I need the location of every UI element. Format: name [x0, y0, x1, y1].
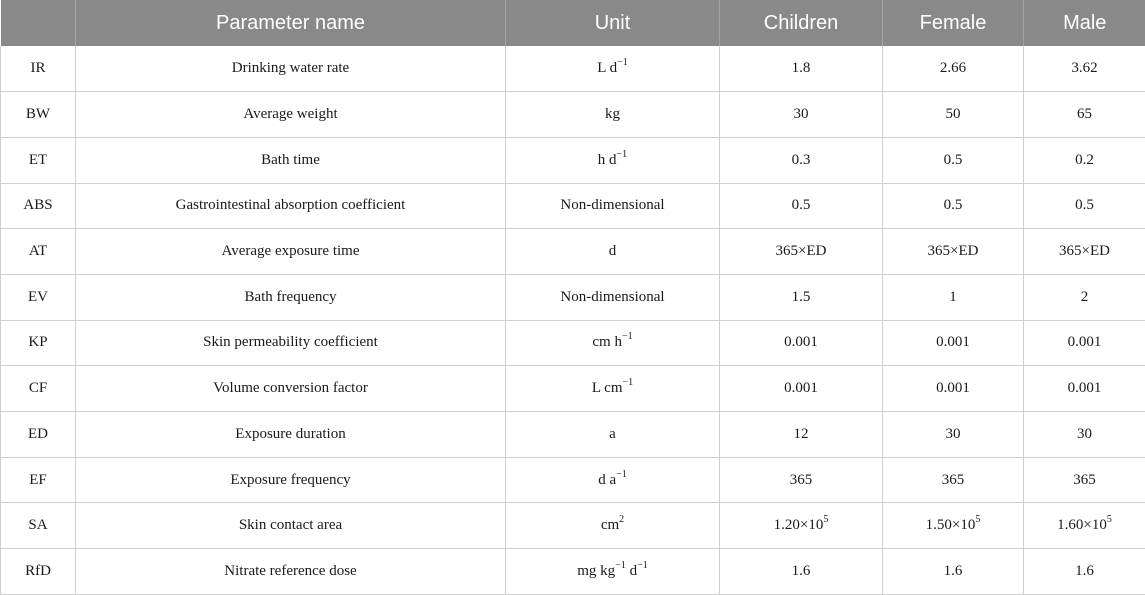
table-row — [1, 229, 1145, 275]
cell-female: 0.5 — [883, 183, 1024, 229]
cell-parameter-name: Skin contact area — [76, 503, 506, 549]
cell-symbol: ED — [1, 412, 76, 458]
cell-parameter-name: Gastrointestinal absorption coefficient — [76, 183, 506, 229]
cell-unit: cm $h^{-1}$ — [506, 320, 720, 366]
cell-children: 0.001 — [720, 366, 883, 412]
cell-female: $1.50\times 10^5$ — [883, 503, 1024, 549]
cell-parameter-name: Exposure duration — [76, 412, 506, 458]
cell-children: 30 — [720, 92, 883, 138]
cell-male: 1.6 — [1024, 549, 1145, 595]
cell-female: 1 — [883, 274, 1024, 320]
cell-parameter-name: Average exposure time — [76, 229, 506, 275]
cell-children: 1.5 — [720, 274, 883, 320]
cell-female: 365 — [883, 457, 1024, 503]
cell-female: 0.001 — [883, 320, 1024, 366]
table-row — [1, 457, 1145, 503]
cell-unit: a — [506, 412, 720, 458]
cell-male: 0.001 — [1024, 320, 1145, 366]
cell-unit: kg — [506, 92, 720, 138]
table-row — [1, 320, 1145, 366]
cell-children: 365×ED — [720, 229, 883, 275]
cell-unit: L $cm^{-1}$ — [506, 366, 720, 412]
cell-symbol: BW — [1, 92, 76, 138]
cell-symbol: AT — [1, 229, 76, 275]
cell-symbol: CF — [1, 366, 76, 412]
table-row — [1, 549, 1145, 595]
cell-children: 0.3 — [720, 137, 883, 183]
header-male: Male — [1024, 0, 1145, 46]
table-header-row — [1, 0, 1145, 46]
header-symbol — [1, 0, 76, 46]
table-body — [1, 46, 1145, 594]
cell-symbol: SA — [1, 503, 76, 549]
cell-unit: $cm^2$ — [506, 503, 720, 549]
cell-parameter-name: Volume conversion factor — [76, 366, 506, 412]
cell-male: $1.60\times 10^5$ — [1024, 503, 1145, 549]
cell-unit: L $d^{-1}$ — [506, 46, 720, 92]
table-row — [1, 92, 1145, 138]
cell-female: 50 — [883, 92, 1024, 138]
cell-male: 30 — [1024, 412, 1145, 458]
cell-symbol: IR — [1, 46, 76, 92]
cell-parameter-name: Nitrate reference dose — [76, 549, 506, 595]
cell-parameter-name: Average weight — [76, 92, 506, 138]
cell-unit: Non-dimensional — [506, 183, 720, 229]
cell-unit: mg $kg^{-1}$ $d^{-1}$ — [506, 549, 720, 595]
cell-parameter-name: Skin permeability coefficient — [76, 320, 506, 366]
table-row — [1, 137, 1145, 183]
cell-parameter-name: Drinking water rate — [76, 46, 506, 92]
cell-male: 3.62 — [1024, 46, 1145, 92]
header-children: Children — [720, 0, 883, 46]
header-unit: Unit — [506, 0, 720, 46]
cell-children: 0.5 — [720, 183, 883, 229]
header-parameter-name: Parameter name — [76, 0, 506, 46]
cell-symbol: EF — [1, 457, 76, 503]
table-row — [1, 46, 1145, 92]
cell-male: 0.5 — [1024, 183, 1145, 229]
cell-male: 365×ED — [1024, 229, 1145, 275]
cell-male: 2 — [1024, 274, 1145, 320]
table-row — [1, 366, 1145, 412]
cell-male: 0.2 — [1024, 137, 1145, 183]
cell-unit: h $d^{-1}$ — [506, 137, 720, 183]
cell-children: 1.8 — [720, 46, 883, 92]
cell-female: 2.66 — [883, 46, 1024, 92]
cell-symbol: KP — [1, 320, 76, 366]
cell-children: 1.6 — [720, 549, 883, 595]
cell-unit: Non-dimensional — [506, 274, 720, 320]
table-row — [1, 503, 1145, 549]
cell-symbol: RfD — [1, 549, 76, 595]
cell-female: 0.001 — [883, 366, 1024, 412]
table-row — [1, 183, 1145, 229]
cell-children: 365 — [720, 457, 883, 503]
cell-male: 0.001 — [1024, 366, 1145, 412]
cell-female: 365×ED — [883, 229, 1024, 275]
cell-symbol: EV — [1, 274, 76, 320]
header-female: Female — [883, 0, 1024, 46]
cell-male: 365 — [1024, 457, 1145, 503]
cell-unit: d — [506, 229, 720, 275]
cell-female: 30 — [883, 412, 1024, 458]
cell-parameter-name: Bath frequency — [76, 274, 506, 320]
table-row — [1, 412, 1145, 458]
cell-children: $1.20\times 10^5$ — [720, 503, 883, 549]
cell-children: 12 — [720, 412, 883, 458]
cell-unit: d $a^{-1}$ — [506, 457, 720, 503]
cell-symbol: ET — [1, 137, 76, 183]
cell-male: 65 — [1024, 92, 1145, 138]
table-row — [1, 274, 1145, 320]
cell-children: 0.001 — [720, 320, 883, 366]
cell-female: 1.6 — [883, 549, 1024, 595]
cell-parameter-name: Exposure frequency — [76, 457, 506, 503]
cell-parameter-name: Bath time — [76, 137, 506, 183]
cell-female: 0.5 — [883, 137, 1024, 183]
cell-symbol: ABS — [1, 183, 76, 229]
